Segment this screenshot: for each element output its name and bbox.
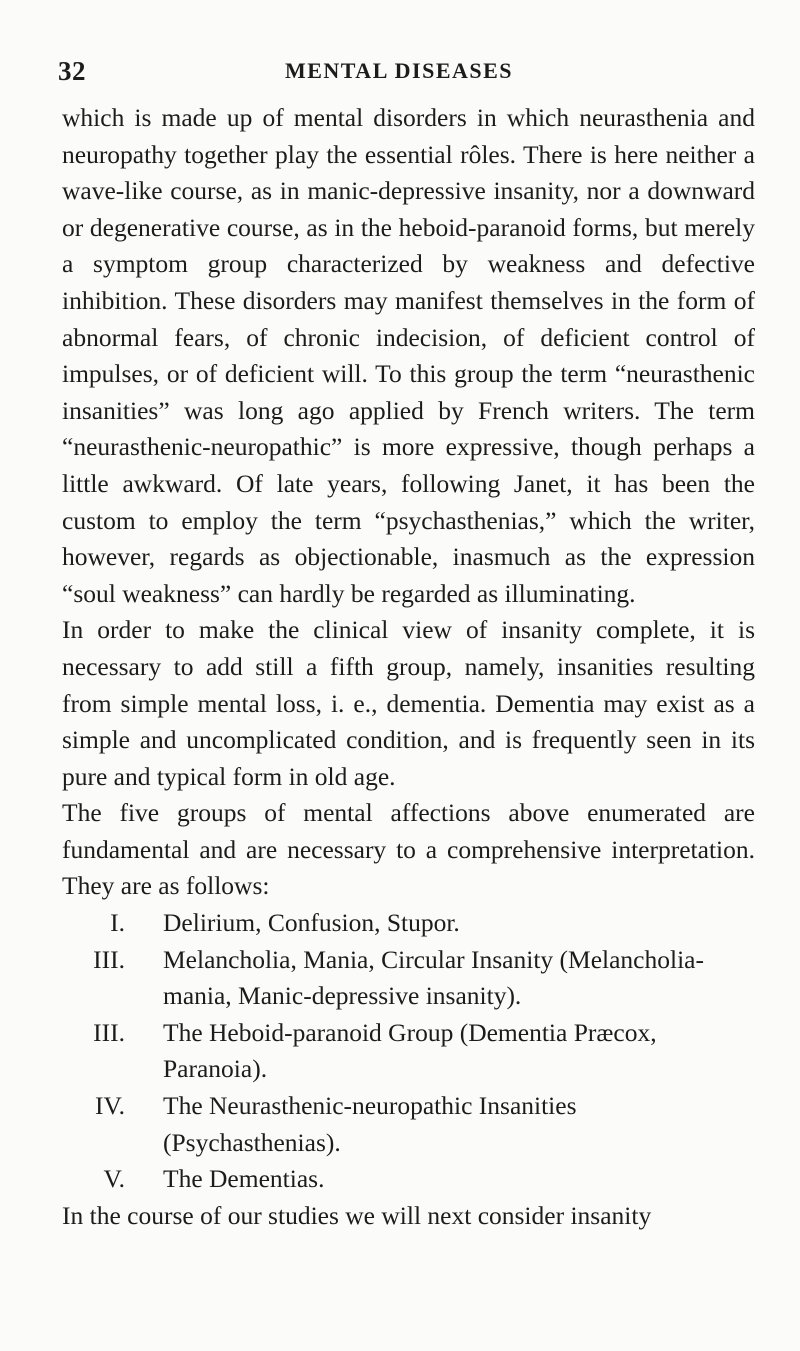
list-item	[62, 1015, 755, 1088]
list-item-number: III.	[93, 944, 125, 974]
closing-line: In the course of our studies we will next consider insanity	[62, 1200, 652, 1230]
list-item-text: Delirium, Confusion, Stupor.	[163, 908, 460, 938]
list-item	[62, 942, 755, 1015]
list-item-text: The Neurasthenic-neuropathic Insanities (Psychasthenias).	[163, 1091, 577, 1157]
list-item	[62, 1161, 755, 1198]
page-header	[58, 56, 740, 90]
running-head: MENTAL DISEASES	[284, 58, 514, 83]
paragraph: which is made up of mental disorders in which neurasthenia and neuropathy together play the essential rôles. There is here neither a wave-like course, as in manic-depressive insanity, nor a downward or degenerative course, as in the heboid-paranoid forms, but merely a symptom group characterized by weakness and defective inhibition. These disorders may manifest themselves in the form of abnormal fears, of chronic indecision, of deficient control of impulses, or of deficient will. To this group the term “neurasthenic insanities” was long ago applied by French writers. The term “neurasthenic-neuropathic” is more expressive, though perhaps a little awkward. Of late years, following Janet, it has been the custom to employ the term “psychasthenias,” which the writer, however, regards as objectionable, inasmuch as the expression “soul weakness” can hardly be regarded as illuminating.	[62, 103, 755, 608]
list-item	[62, 1088, 755, 1161]
list-item-text: The Heboid-paranoid Group (Dementia Præcox, Paranoia).	[163, 1017, 657, 1084]
paragraph: In order to make the clinical view of insanity complete, it is necessary to add still a fifth group, namely, insanities resulting from simple mental loss, i. e., dementia. Dementia may exist as a simple and uncomplicated condition, and is frequently seen in its pure and typical form in old age.	[62, 615, 755, 791]
paragraph: The five groups of mental affections above enumerated are fundamental and are necessary to a comprehensive interpretation. They are as follows:	[62, 798, 755, 901]
list-item-text: The Dementias.	[163, 1164, 325, 1194]
list-item-number: V.	[103, 1164, 125, 1194]
body-text	[62, 100, 755, 1234]
list-item-number: III.	[93, 1017, 125, 1047]
list-item-text: Melancholia, Mania, Circular Insanity (Melancholia-mania, Manic-depressive insanity).	[163, 944, 704, 1011]
list-item-number: I.	[110, 908, 125, 938]
group-list	[62, 905, 755, 1198]
list-item	[62, 905, 755, 942]
page-number: 32	[58, 56, 86, 86]
list-item-number: IV.	[95, 1091, 125, 1121]
